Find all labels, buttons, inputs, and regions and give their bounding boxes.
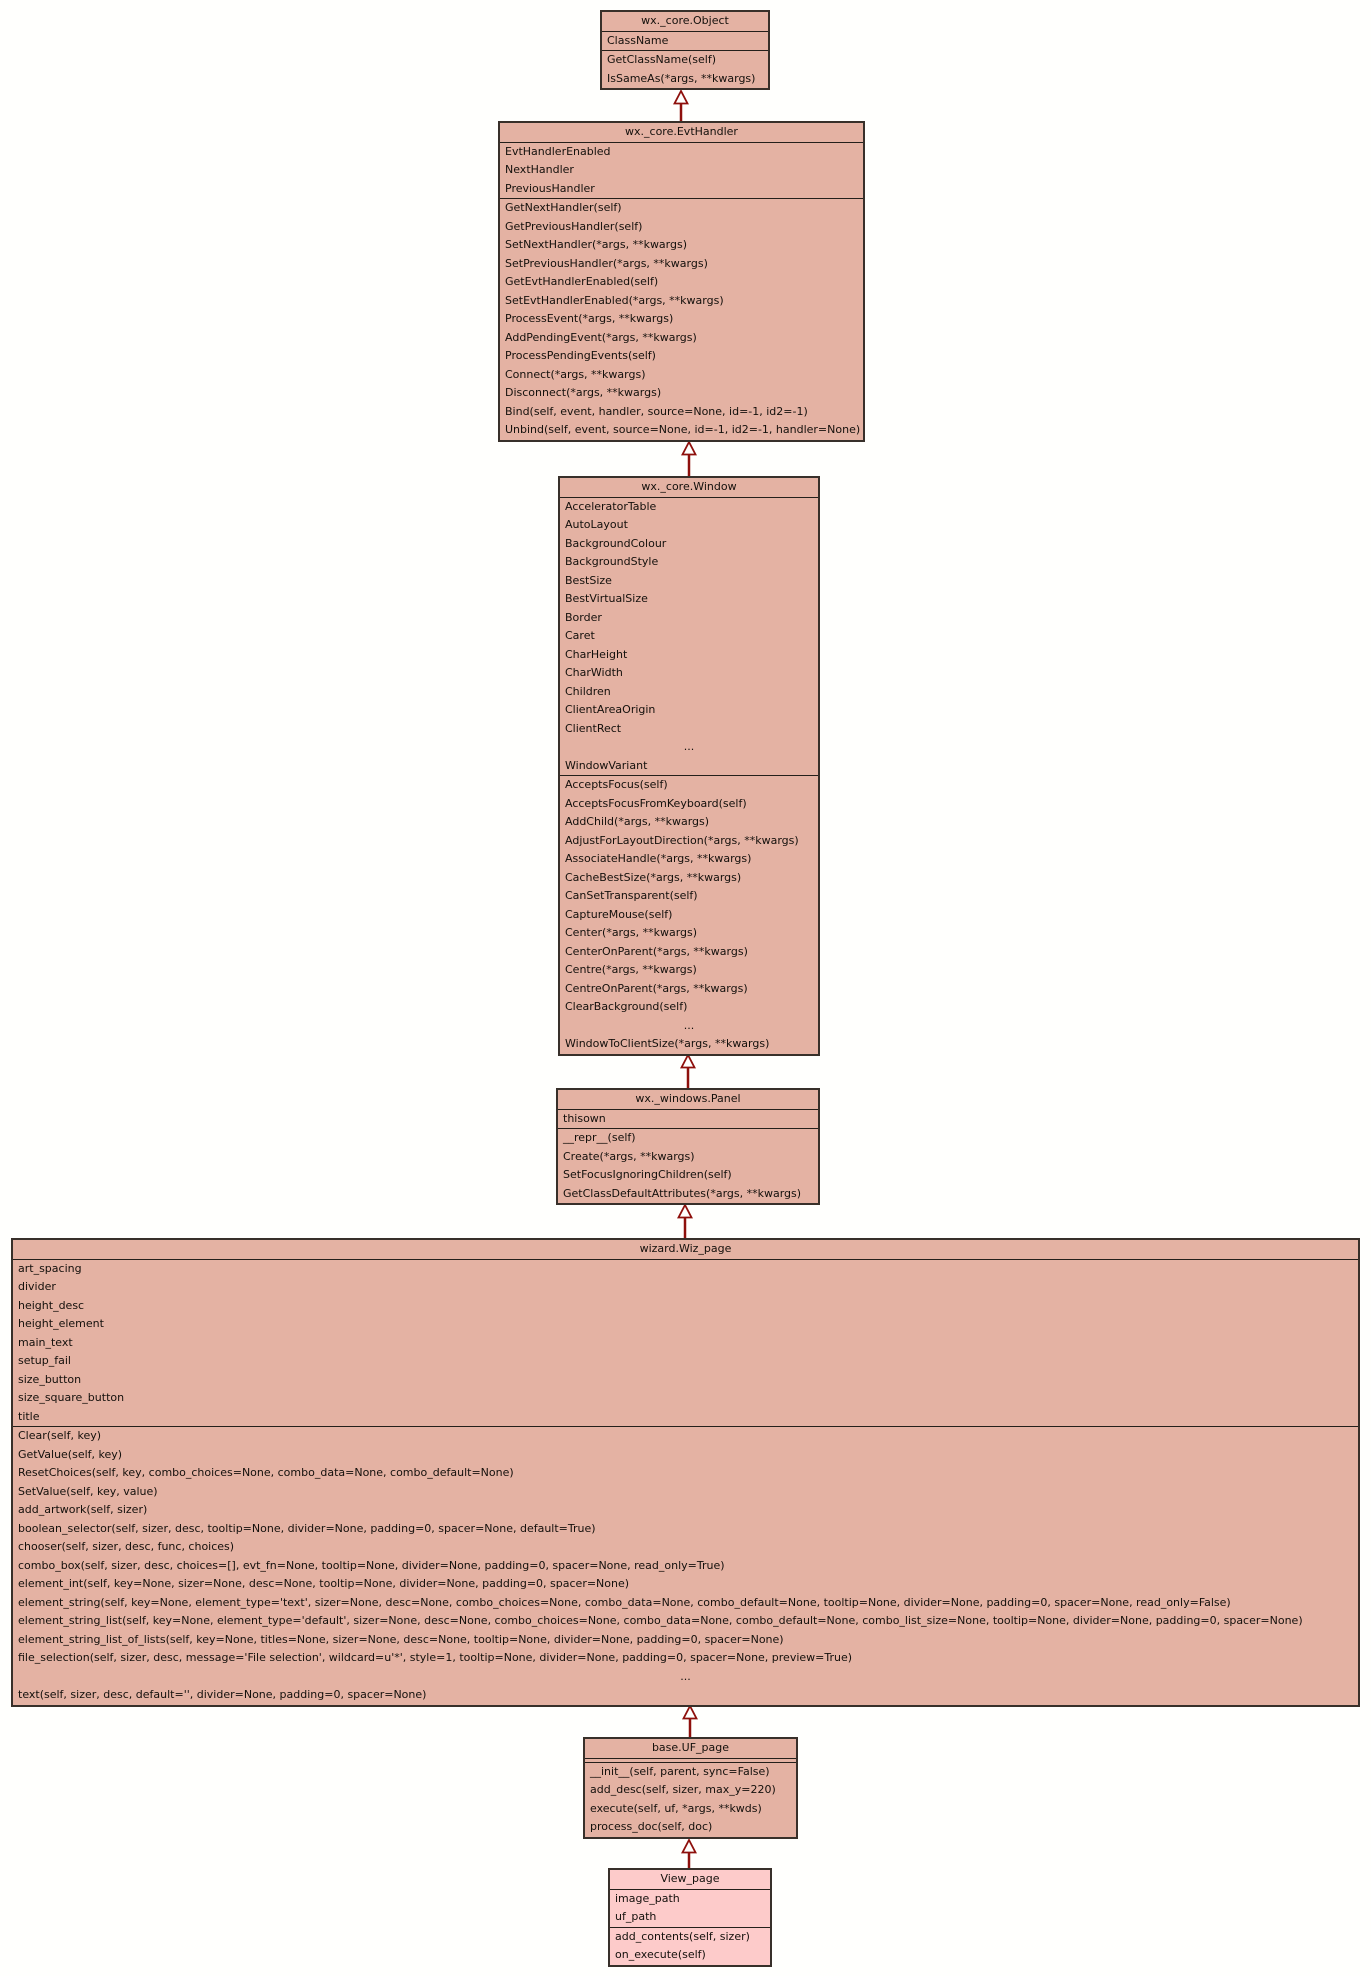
method-row: AcceptsFocus(self) xyxy=(565,778,668,791)
method-row: ProcessEvent(*args, **kwargs) xyxy=(505,312,674,325)
inheritance-arrow-panel-to-window xyxy=(680,1054,696,1092)
inheritance-arrowhead-icon xyxy=(680,1054,696,1088)
method-row: AcceptsFocusFromKeyboard(self) xyxy=(565,796,747,810)
method-row: SetFocusIgnoringChildren(self) xyxy=(563,1168,732,1181)
attribute-row: title xyxy=(18,1409,40,1423)
method-row: SetEvtHandlerEnabled(*args, **kwargs) xyxy=(505,293,724,307)
class-box-wx-windows-panel xyxy=(556,1088,820,1205)
method-row: CenterOnParent(*args, **kwargs) xyxy=(565,944,748,958)
class-box-wizard-wiz-page xyxy=(11,1238,1360,1707)
attribute-row: BestSize xyxy=(565,573,612,587)
method-row: GetValue(self, key) xyxy=(18,1447,123,1461)
class-title-wx-core-window: wx._core.Window xyxy=(560,478,818,498)
method-row: element_string(self, key=None, element_type='text', sizer=None, desc=None, combo_choices=None, combo_data=None, combo_default=None, tooltip=None, divider=None, padding=0, spacer=None, read_only=False) xyxy=(18,1595,1231,1609)
attribute-row: CharHeight xyxy=(565,647,628,661)
class-box-view-page xyxy=(608,1868,772,1967)
method-row: GetClassDefaultAttributes(*args, **kwargs) xyxy=(563,1186,802,1200)
inheritance-arrow-evthandler-to-object xyxy=(673,90,689,125)
class-attributes-wx-core-object xyxy=(602,32,768,52)
class-title-wx-windows-panel: wx._windows.Panel xyxy=(558,1090,818,1110)
method-row: CaptureMouse(self) xyxy=(565,907,673,921)
inheritance-arrowhead-icon xyxy=(673,90,689,121)
inheritance-arrowhead-icon xyxy=(681,1839,697,1868)
method-row: element_int(self, key=None, sizer=None, desc=None, tooltip=None, divider=None, padding=0, spacer=None) xyxy=(18,1577,630,1590)
method-row: Centre(*args, **kwargs) xyxy=(565,963,697,976)
attribute-row: AutoLayout xyxy=(565,518,628,531)
attribute-row: main_text xyxy=(18,1335,73,1349)
method-row: CanSetTransparent(self) xyxy=(565,889,698,902)
method-row: ProcessPendingEvents(self) xyxy=(505,349,656,362)
method-row: execute(self, uf, *args, **kwds) xyxy=(590,1801,762,1815)
method-row: Center(*args, **kwargs) xyxy=(565,926,698,939)
method-row: Bind(self, event, handler, source=None, id=-1, id2=-1) xyxy=(505,404,808,418)
attribute-row: size_square_button xyxy=(18,1391,125,1404)
class-attributes-view-page xyxy=(610,1890,770,1928)
inheritance-arrow-ufpage-to-wizpage xyxy=(682,1705,698,1741)
method-row: ClearBackground(self) xyxy=(565,1000,688,1013)
method-row: WindowToClientSize(*args, **kwargs) xyxy=(565,1037,770,1050)
method-row: __init__(self, parent, sync=False) xyxy=(590,1764,770,1778)
method-row: AddChild(*args, **kwargs) xyxy=(565,815,710,828)
method-row: chooser(self, sizer, desc, func, choices) xyxy=(18,1540,235,1553)
class-title-wx-core-object: wx._core.Object xyxy=(602,12,768,32)
ellipsis-row: ... xyxy=(683,1018,695,1032)
method-row: __repr__(self) xyxy=(563,1131,636,1144)
method-row: GetNextHandler(self) xyxy=(505,201,622,214)
attribute-row: height_element xyxy=(18,1317,104,1330)
method-row: file_selection(self, sizer, desc, message='File selection', wildcard=u'*', style=1, tooltip=None, divider=None, padding=0, spacer=None, preview=True) xyxy=(18,1651,853,1664)
method-row: IsSameAs(*args, **kwargs) xyxy=(607,71,756,85)
attribute-row: Children xyxy=(565,684,611,698)
ellipsis-row: ... xyxy=(683,740,695,753)
ellipsis-row: ... xyxy=(680,1669,691,1683)
method-row: CacheBestSize(*args, **kwargs) xyxy=(565,870,742,884)
class-title-view-page: View_page xyxy=(610,1870,770,1890)
method-row: text(self, sizer, desc, default='', divider=None, padding=0, spacer=None) xyxy=(18,1688,427,1701)
inheritance-arrowhead-icon xyxy=(681,441,697,476)
method-row: GetEvtHandlerEnabled(self) xyxy=(505,275,659,288)
attribute-row: divider xyxy=(18,1280,56,1293)
class-methods-base-uf-page xyxy=(585,1763,796,1837)
class-title-base-uf-page: base.UF_page xyxy=(585,1739,796,1759)
method-row: Connect(*args, **kwargs) xyxy=(505,367,646,381)
attribute-row: size_button xyxy=(18,1372,82,1386)
method-row: ResetChoices(self, key, combo_choices=None, combo_data=None, combo_default=None) xyxy=(18,1466,514,1479)
class-title-wizard-wiz-page: wizard.Wiz_page xyxy=(13,1240,1358,1260)
method-row: add_contents(self, sizer) xyxy=(615,1929,750,1943)
method-row: GetPreviousHandler(self) xyxy=(505,219,643,233)
inheritance-arrowhead-icon xyxy=(682,1705,698,1737)
attribute-row: Border xyxy=(565,610,602,624)
attribute-row: Caret xyxy=(565,629,595,642)
attribute-row: PreviousHandler xyxy=(505,181,595,195)
class-title-wx-core-evthandler: wx._core.EvtHandler xyxy=(500,123,863,143)
class-attributes-wx-windows-panel xyxy=(558,1110,818,1130)
class-methods-wx-core-evthandler xyxy=(500,199,863,440)
attribute-row: ClientRect xyxy=(565,721,622,735)
attribute-row: WindowVariant xyxy=(565,758,648,772)
class-methods-wizard-wiz-page xyxy=(13,1427,1358,1705)
method-row: CentreOnParent(*args, **kwargs) xyxy=(565,981,748,995)
class-attributes-wizard-wiz-page xyxy=(13,1260,1358,1428)
method-row: SetPreviousHandler(*args, **kwargs) xyxy=(505,256,708,270)
class-attributes-wx-core-window xyxy=(560,498,818,777)
method-row: boolean_selector(self, sizer, desc, tooltip=None, divider=None, padding=0, spacer=None, default=True) xyxy=(18,1521,596,1535)
method-row: SetNextHandler(*args, **kwargs) xyxy=(505,238,688,251)
attribute-row: BackgroundStyle xyxy=(565,555,659,568)
class-methods-view-page xyxy=(610,1928,770,1965)
method-row: SetValue(self, key, value) xyxy=(18,1484,158,1498)
class-methods-wx-core-window xyxy=(560,776,818,1054)
attribute-row: BestVirtualSize xyxy=(565,592,648,605)
inheritance-arrow-wizpage-to-panel xyxy=(677,1204,693,1242)
method-row: element_string_list(self, key=None, element_type='default', sizer=None, desc=None, combo_choices=None, combo_data=None, combo_default=None, combo_list_size=None, tooltip=None, divider=None, padding=0, spacer=None) xyxy=(18,1614,1303,1627)
attribute-row: image_path xyxy=(615,1891,680,1905)
attribute-row: ClassName xyxy=(607,33,669,47)
method-row: GetClassName(self) xyxy=(607,53,717,66)
attribute-row: AcceleratorTable xyxy=(565,499,657,513)
class-box-wx-core-evthandler xyxy=(498,121,865,442)
class-methods-wx-core-object xyxy=(602,51,768,88)
class-attributes-wx-core-evthandler xyxy=(500,143,863,200)
attribute-row: NextHandler xyxy=(505,163,574,176)
method-row: combo_box(self, sizer, desc, choices=[], evt_fn=None, tooltip=None, divider=None, padding=0, spacer=None, read_only=True) xyxy=(18,1558,725,1572)
attribute-row: setup_fail xyxy=(18,1354,71,1367)
class-box-base-uf-page xyxy=(583,1737,798,1839)
attribute-row: ClientAreaOrigin xyxy=(565,703,656,716)
class-box-wx-core-window xyxy=(558,476,820,1056)
class-methods-wx-windows-panel xyxy=(558,1129,818,1203)
method-row: AdjustForLayoutDirection(*args, **kwargs) xyxy=(565,833,799,847)
attribute-row: EvtHandlerEnabled xyxy=(505,144,611,158)
inheritance-arrowhead-icon xyxy=(677,1204,693,1238)
method-row: on_execute(self) xyxy=(615,1948,706,1961)
method-row: Unbind(self, event, source=None, id=-1, id2=-1, handler=None) xyxy=(505,423,861,436)
method-row: Clear(self, key) xyxy=(18,1429,102,1442)
inheritance-arrow-window-to-evthandler xyxy=(681,441,697,480)
method-row: element_string_list_of_lists(self, key=None, titles=None, sizer=None, desc=None, tooltip=None, divider=None, padding=0, spacer=None) xyxy=(18,1632,784,1646)
attribute-row: BackgroundColour xyxy=(565,536,667,550)
attribute-row: height_desc xyxy=(18,1298,85,1312)
method-row: Disconnect(*args, **kwargs) xyxy=(505,386,662,399)
attribute-row: thisown xyxy=(563,1111,606,1125)
attribute-row: CharWidth xyxy=(565,666,623,679)
attribute-row: art_spacing xyxy=(18,1261,82,1275)
method-row: Create(*args, **kwargs) xyxy=(563,1149,695,1163)
method-row: add_artwork(self, sizer) xyxy=(18,1503,148,1516)
method-row: add_desc(self, sizer, max_y=220) xyxy=(590,1783,776,1796)
attribute-row: uf_path xyxy=(615,1910,657,1923)
method-row: process_doc(self, doc) xyxy=(590,1820,713,1833)
method-row: AssociateHandle(*args, **kwargs) xyxy=(565,852,752,865)
class-box-wx-core-object xyxy=(600,10,770,90)
method-row: AddPendingEvent(*args, **kwargs) xyxy=(505,330,697,344)
